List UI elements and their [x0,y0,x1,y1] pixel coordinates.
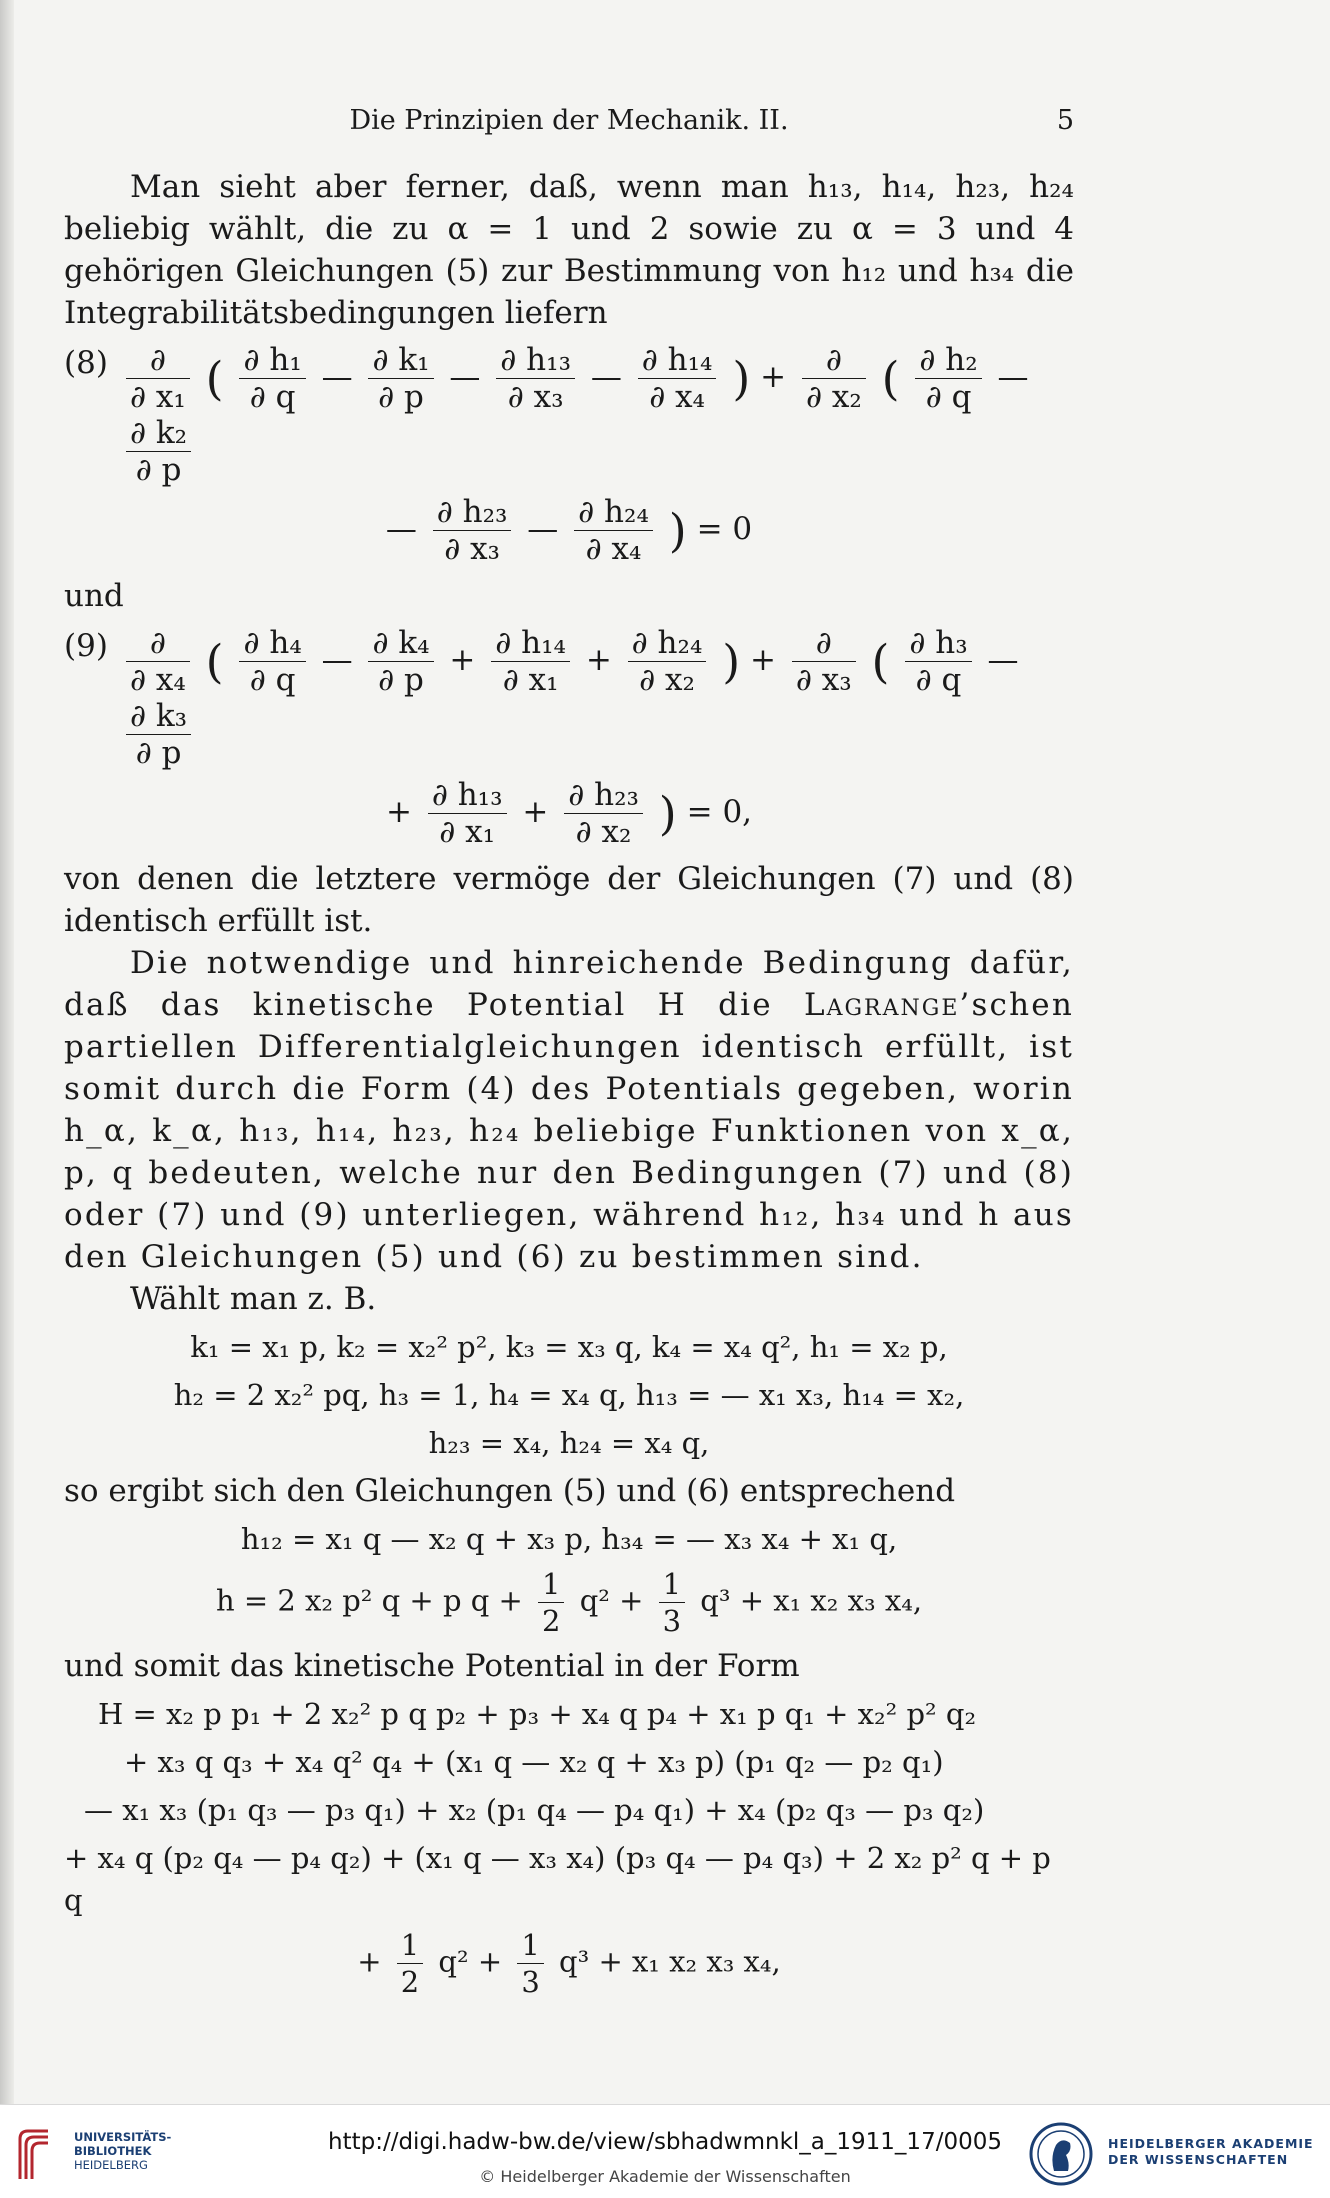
paragraph-6: und somit das kinetische Potential in der Form [64,1648,800,1684]
paragraph-3: Die notwendige und hinreichende Bedingung dafür, daß das kinetische Potential H die Lagrange’schen partiellen Differentialgleichungen identisch erfüllt, ist somit durch die Form (4) des Potentials gegeben, worin h_α, k_α, h₁₃, h₁₄, h₂₃, h₂₄ beliebige Funktionen von x_α, p, q bedeuten, welche nur den Bedingungen (7) und (8) oder (7) und (9) unterliegen, während h₁₂, h₃₄ und h aus den Gleichungen (5) und (6) zu bestimmen sind. [64,945,1074,1275]
fraction: $\frac{\text{∂ h₁₄}}{\text{∂ x₄}}$ [638,342,717,415]
result-line-2: h = 2 x₂ p² q + p q + $\frac{1}{2}$ q² + $\frac{1}{3}$ q³ + x₁ x₂ x₃ x₄, [215,1567,923,1638]
fraction: $\frac{\text{∂ h₂}}{\partial q}$ [915,342,981,415]
fraction: $\frac{\partial}{\text{∂ x₃}}$ [792,625,856,698]
connector-und: und [64,578,124,614]
fraction: $\frac{\text{∂ h₂₄}}{\text{∂ x₂}}$ [628,625,707,698]
example-line-2: h₂ = 2 x₂² pq, h₃ = 1, h₄ = x₄ q, h₁₃ = — x₁ x₃, h₁₄ = x₂, [173,1378,965,1412]
fraction: $\frac{\text{∂ k₂}}{\partial p}$ [126,415,191,488]
university-library-name: UNIVERSITÄTS- BIBLIOTHEK HEIDELBERG [74,2130,172,2172]
potential-line-3: — x₁ x₃ (p₁ q₃ — p₃ q₁) + x₂ (p₁ q₄ — p₄ q₁) + x₄ (p₂ q₃ — p₃ q₂) [84,1793,985,1827]
academy-name: HEIDELBERGER AKADEMIE DER WISSENSCHAFTEN [1108,2136,1314,2167]
academy-seal-icon [1026,2121,1096,2187]
example-line-1: k₁ = x₁ p, k₂ = x₂² p², k₃ = x₃ q, k₄ = x₄ q², h₁ = x₂ p, [190,1330,948,1364]
permalink-url[interactable]: http://digi.hadw-bw.de/view/sbhadwmnkl_a_1911_17/0005 [328,2129,1002,2155]
fraction: $\frac{\partial}{\text{∂ x₄}}$ [126,625,190,698]
paragraph-5: so ergibt sich den Gleichungen (5) und (6) entsprechend [64,1473,956,1509]
fraction: $\frac{\text{∂ h₂₃}}{\text{∂ x₂}}$ [564,777,643,850]
fraction: $\frac{\partial}{\text{∂ x₂}}$ [802,342,866,415]
potential-line-4: + x₄ q (p₂ q₄ — p₄ q₂) + (x₁ q — x₃ x₄) (p₃ q₄ — p₄ q₃) + 2 x₂ p² q + p q [64,1841,1051,1917]
header-title: Die Prinzipien der Mechanik. II. [349,105,789,136]
page-number: 5 [1056,105,1074,136]
fraction: $\frac{\text{∂ k₁}}{\partial p}$ [368,342,433,415]
paragraph-2: von denen die letztere vermöge der Gleichungen (7) und (8) identisch erfüllt ist. [64,861,1074,939]
potential-line-1: H = x₂ p p₁ + 2 x₂² p q p₂ + p₃ + x₄ q p₄ + x₁ p q₁ + x₂² p² q₂ [98,1697,977,1731]
potential-line-5: + $\frac{1}{2}$ q² + $\frac{1}{3}$ q³ + x₁ x₂ x₃ x₄, [357,1928,781,1999]
paragraph-1: Man sieht aber ferner, daß, wenn man h₁₃, h₁₄, h₂₃, h₂₄ beliebig wählt, die zu α = 1 und 2 sowie zu α = 3 und 4 gehörigen Gleichungen (5) zur Bestimmung von h₁₂ und h₃₄ die Integrabilitätsbedingungen liefern [64,169,1074,331]
result-line-1: h₁₂ = x₁ q — x₂ q + x₃ p, h₃₄ = — x₃ x₄ + x₁ q, [240,1522,898,1556]
equation-9: (9) $\frac{\partial}{\text{∂ x₄}}$ ( $\frac{\text{∂ h₄}}{\partial q}$ — $\frac{\text{∂ k₄}}{\partial p}$ + $\frac{\text{∂ h₁₄}}{\text{∂ x₁}}$ + $\frac{\text{∂ h₂₄}}{\text{∂ x₂}}$ ) + $\frac{\partial}{\text{∂ x₃}}$ ( $\frac{\text{∂ h₃}}{\partial q}$ — $\frac{\text{∂ k₃}}{\partial p}$ + $\frac{\text{∂ h₁₃}}{\text{∂ x₁}}$ + $\frac{\text{∂ h₂₃}}{\text{∂ x₂}}$ ) = 0, [64,625,1019,850]
fraction: $\frac{\text{∂ h₁}}{\partial q}$ [239,342,305,415]
potential-line-2: + x₃ q q₃ + x₄ q² q₄ + (x₁ q — x₂ q + x₃ p) (p₁ q₂ — p₂ q₁) [124,1745,944,1779]
equation-8: (8) $\frac{\partial}{\text{∂ x₁}}$ ( $\frac{\text{∂ h₁}}{\partial q}$ — $\frac{\text{∂ k₁}}{\partial p}$ — $\frac{\text{∂ h₁₃}}{\text{∂ x₃}}$ — $\frac{\text{∂ h₁₄}}{\text{∂ x₄}}$ ) + $\frac{\partial}{\text{∂ x₂}}$ ( $\frac{\text{∂ h₂}}{\partial q}$ — $\frac{\text{∂ k₂}}{\partial p}$ — $\frac{\text{∂ h₂₃}}{\text{∂ x₃}}$ — $\frac{\text{∂ h₂₄}}{\text{∂ x₄}}$ ) = 0 [64,342,1029,567]
fraction: $\frac{\partial}{\text{∂ x₁}}$ [126,342,190,415]
page-content [64,100,1074,2006]
copyright-notice: © Heidelberger Akademie der Wissenschaften [479,2167,851,2186]
fraction: $\frac{\text{∂ h₁₃}}{\text{∂ x₃}}$ [496,342,575,415]
fraction: $\frac{\text{∂ h₄}}{\partial q}$ [239,625,305,698]
fraction: $\frac{\text{∂ h₂₄}}{\text{∂ x₄}}$ [574,494,653,567]
equation-label-9: (9) [64,628,108,664]
paragraph-4: Wählt man z. B. [130,1281,377,1317]
fraction: $\frac{\text{∂ h₃}}{\partial q}$ [905,625,971,698]
running-header [64,100,1074,146]
fraction: $\frac{\text{∂ k₃}}{\partial p}$ [126,698,191,771]
name-lagrange: Lagrange [804,987,960,1023]
digitization-footer [0,2104,1330,2198]
scan-edge-shadow [0,0,14,2104]
fraction: $\frac{\text{∂ h₁₃}}{\text{∂ x₁}}$ [428,777,507,850]
fraction: $\frac{\text{∂ h₂₃}}{\text{∂ x₃}}$ [433,494,512,567]
equation-label-8: (8) [64,345,108,381]
fraction: $\frac{\text{∂ h₁₄}}{\text{∂ x₁}}$ [491,625,570,698]
example-line-3: h₂₃ = x₄, h₂₄ = x₄ q, [428,1426,710,1460]
fraction: $\frac{\text{∂ k₄}}{\partial p}$ [368,625,433,698]
